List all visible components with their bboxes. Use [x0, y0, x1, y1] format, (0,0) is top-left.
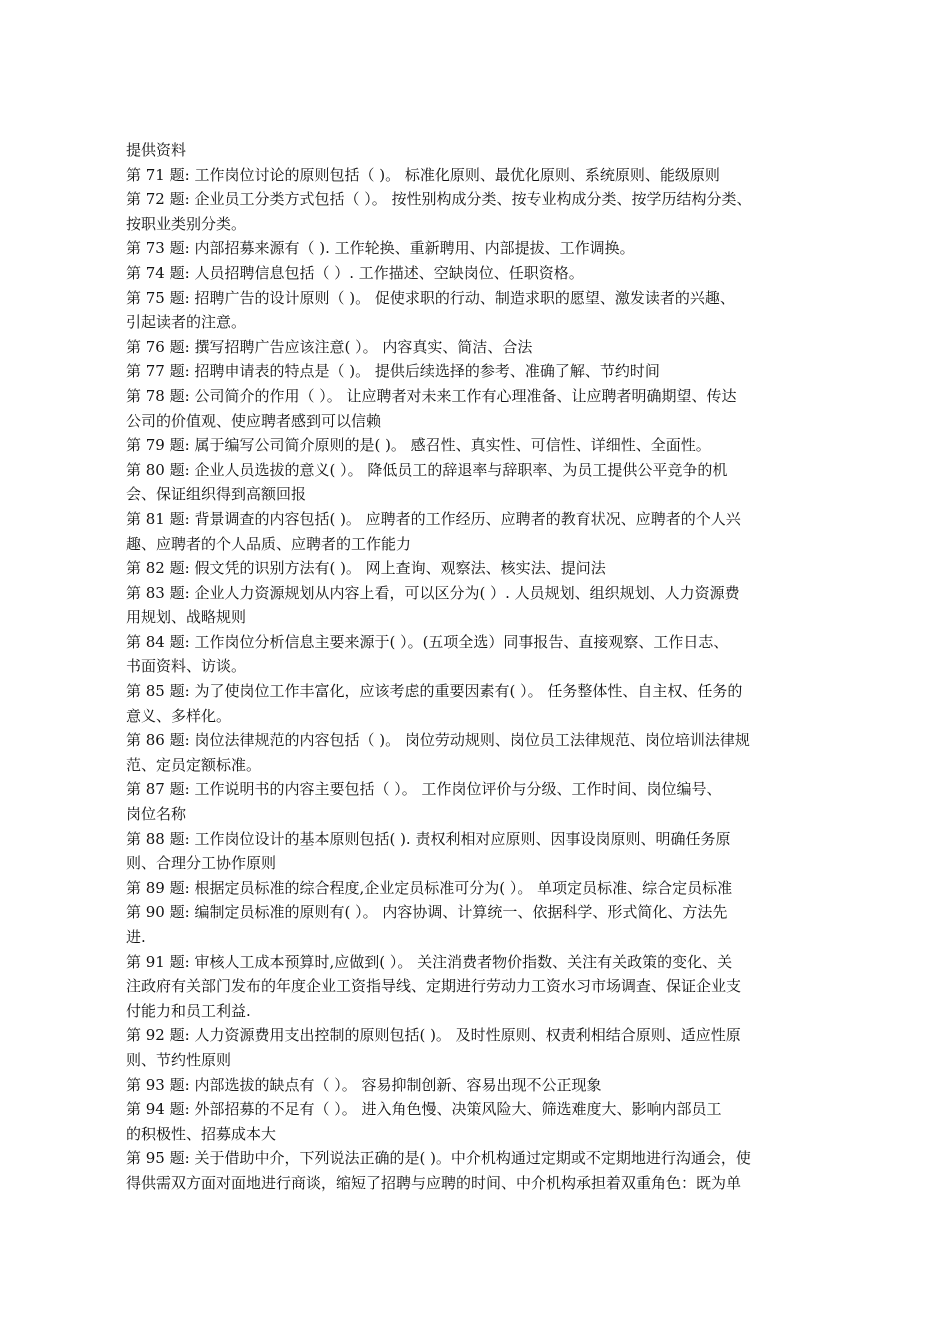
document-line: 第 87 题: 工作说明书的内容主要包括（ ）。 工作岗位评价与分级、工作时间、岗位编号、: [126, 780, 722, 799]
document-line: 第 80 题: 企业人员选拔的意义( ）。 降低员工的辞退率与辞职率、为员工提供公平竞争的机: [126, 460, 728, 479]
document-line: 第 82 题: 假文凭的识别方法有( )。 网上查询、观察法、核实法、提问法: [126, 559, 606, 578]
document-line: 第 95 题: 关于借助中介，下列说法正确的是( )。中介机构通过定期或不定期地进行沟通会，使: [126, 1149, 751, 1168]
document-line: 用规划、战略规则: [126, 608, 247, 627]
document-line: 范、定员定额标准。: [126, 755, 262, 774]
document-line: 意义、多样化。: [126, 706, 232, 725]
document-line: 第 91 题: 审核人工成本预算时,应做到( ）。 关注消费者物价指数、关注有关政策的变化、关: [126, 952, 733, 971]
document-line: 第 74 题: 人员招聘信息包括（ ）. 工作描述、空缺岗位、任职资格。: [126, 263, 584, 282]
document-line: 第 89 题: 根据定员标准的综合程度,企业定员标准可分为( ）。 单项定员标准、综合定员标准: [126, 878, 733, 897]
document-line: 第 84 题: 工作岗位分析信息主要来源于( ）。(五项全选）同事报告、直接观察、工作日志、: [126, 632, 729, 651]
document-line: 第 90 题: 编制定员标准的原则有( ）。 内容协调、计算统一、依据科学、形式简化、方法先: [126, 903, 728, 922]
document-line: 第 78 题: 公司简介的作用（ ）。 让应聘者对未来工作有心理准备、让应聘者明确期望、传达: [126, 386, 737, 405]
document-line: 则、节约性原则: [126, 1050, 232, 1069]
document-line: 注政府有关部门发布的年度企业工资指导线、定期进行劳动力工资水习市场调查、保证企业支: [126, 977, 742, 996]
document-line: 书面资料、访谈。: [126, 657, 247, 676]
document-line: 进.: [126, 928, 146, 946]
document-line: 第 76 题: 撰写招聘广告应该注意( ）。 内容真实、简洁、合法: [126, 337, 533, 356]
document-line: 得供需双方面对面地进行商谈，缩短了招聘与应聘的时间、中介机构承担着双重角色：既为单: [126, 1173, 742, 1192]
document-line: 第 73 题: 内部招募来源有（ ). 工作轮换、重新聘用、内部提拔、工作调换。: [126, 239, 635, 258]
document-line: 第 93 题: 内部选拔的缺点有（ ）。 容易抑制创新、容易出现不公正现象: [126, 1075, 602, 1094]
document-line: 会、保证组织得到高额回报: [126, 485, 307, 504]
document-line: 第 86 题: 岗位法律规范的内容包括（ )。 岗位劳动规则、岗位员工法律规范、岗位培训法律规: [126, 731, 750, 750]
document-line: 趣、应聘者的个人品质、应聘者的工作能力: [126, 534, 412, 553]
document-line: 第 83 题: 企业人力资源规划从内容上看，可以区分为( ）. 人员规划、组织规划、人力资源费: [126, 583, 740, 602]
document-line: 第 94 题: 外部招募的不足有（ ）。 进入角色慢、决策风险大、筛选难度大、影响内部员工: [126, 1100, 722, 1119]
document-line: 第 92 题: 人力资源费用支出控制的原则包括( )。 及时性原则、权责利相结合原则、适应性原: [126, 1026, 741, 1045]
document-line: 提供资料: [126, 141, 187, 159]
document-line: 第 81 题: 背景调查的内容包括( )。 应聘者的工作经历、应聘者的教育状况、应聘者的个人兴: [126, 509, 741, 528]
document-line: 第 72 题: 企业员工分类方式包括（ ）。 按性别构成分类、按专业构成分类、按学历结构分类、: [126, 190, 752, 209]
document-line: 第 75 题: 招聘广告的设计原则（ )。 促使求职的行动、制造求职的愿望、激发读者的兴趣、: [126, 288, 735, 307]
document-line: 第 88 题: 工作岗位设计的基本原则包括( ). 责权利相对应原则、因事设岗原则、明确任务原: [126, 829, 731, 848]
document-line: 付能力和员工利益.: [126, 1001, 251, 1020]
document-line: 公司的价值观、使应聘者感到可以信赖: [126, 411, 382, 430]
document-body: [126, 138, 826, 1220]
document-line: 第 71 题: 工作岗位讨论的原则包括（ )。 标准化原则、最优化原则、系统原则、能级原则: [126, 165, 720, 184]
document-line: 第 79 题: 属于编写公司简介原则的是( )。 感召性、真实性、可信性、详细性、全面性。: [126, 436, 711, 455]
document-line: 岗位名称: [126, 805, 187, 824]
document-line: [126, 1196, 826, 1221]
document-line: 按职业类别分类。: [126, 214, 247, 233]
document-line: 引起读者的注意。: [126, 313, 247, 332]
document-line: 第 77 题: 招聘申请表的特点是（ )。 提供后续选择的参考、准确了解、节约时间: [126, 362, 660, 381]
document-line: 的积极性、招募成本大: [126, 1124, 277, 1143]
document-line: 第 85 题: 为了使岗位工作丰富化，应该考虑的重要因素有( ）。 任务整体性、自主权、任务的: [126, 682, 743, 701]
document-line: 则、合理分工协作原则: [126, 854, 277, 873]
